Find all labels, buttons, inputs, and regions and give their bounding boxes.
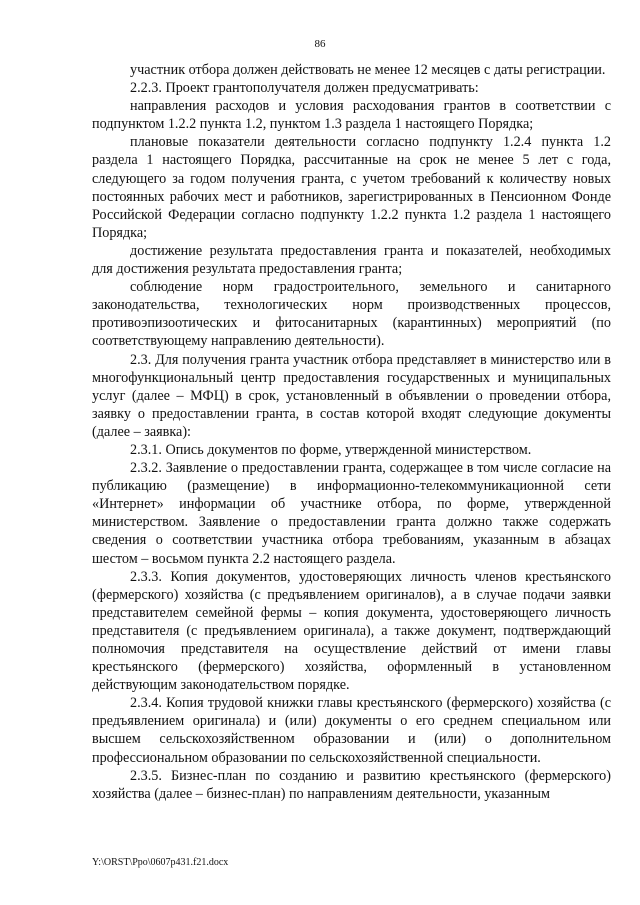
paragraph: достижение результата предоставления гранта и показателей, необходимых для достижения результата предоставления гранта; [92,242,611,278]
paragraph: 2.2.3. Проект грантополучателя должен предусматривать: [130,80,479,97]
paragraph: направления расходов и условия расходования грантов в соответствии с подпунктом 1.2.2 пункта 1.2, пунктом 1.3 раздела 1 настоящего Порядка; [92,98,611,133]
paragraph: 2.3.2. Заявление о предоставлении гранта, содержащее в том числе согласие на публикацию (размещение) в информационно-телекоммуникационной сети «Интернет» информации об участнике отбора, по форме, утвержденной министерством. Заявление о предоставлении гранта должно также содержать сведения о соответствии участника отбора требованиям, указанным в абзацах шестом – восьмом пункта 2.2 настоящего раздела. [92,460,611,567]
document-body [92,61,611,803]
footer-file-path: Y:\ORST\Ppo\0607p431.f21.docx [92,857,229,868]
paragraph: участник отбора должен действовать не менее 12 месяцев с даты регистрации. [130,62,606,78]
paragraph: 2.3.1. Опись документов по форме, утвержденной министерством. [130,441,532,458]
paragraph: 2.3.5. Бизнес-план по созданию и развитию крестьянского (фермерского) хозяйства (далее – бизнес-план) по направлениям деятельности, указанным [92,767,611,802]
paragraph: 2.3. Для получения гранта участник отбора представляет в министерство или в многофункциональный центр предоставления государственных и муниципальных услуг (далее – МФЦ) в срок, установленный в объявлении о проведении отбора, заявку о предоставлении гранта, в состав которой входят следующие документы (далее – заявка): [92,351,611,440]
paragraph: 2.3.3. Копия документов, удостоверяющих личность членов крестьянского (фермерского) хозяйства (с предъявлением оригиналов), а в случае подачи заявки представителем семейной фермы – копия документа, удостоверяющего личность представителя (с предъявлением оригинала), а также документ, подтверждающий полномочия представителя на осуществление действий от имени главы крестьянского (фермерского) хозяйства, оформленный в установленном действующим законодательством порядке. [92,568,611,694]
paragraph: 2.3.4. Копия трудовой книжки главы крестьянского (фермерского) хозяйства (с предъявлением оригинала) и (или) документы о его среднем специальном или высшем сельскохозяйственном образовании и (или) о дополнительном профессиональном образовании по сельскохозяйственной специальности. [92,695,611,766]
paragraph: плановые показатели деятельности согласно подпункту 1.2.4 пункта 1.2 раздела 1 настоящего Порядка, рассчитанные на срок не менее 5 лет с года, следующего за годом получения гранта, с учетом требований к количеству новых постоянных рабочих мест и работников, зарегистрированных в Пенсионном Фонде Российской Федерации согласно подпункту 1.2.2 пункта 1.2 раздела 1 настоящего Порядка; [92,134,611,241]
paragraph: соблюдение норм градостроительного, земельного и санитарного законодательства, технологических норм производственных процессов, противоэпизоотических и фитосанитарных (карантинных) мероприятий (по соответствующему направлению деятельности). [92,279,611,350]
page-number: 86 [314,38,326,50]
